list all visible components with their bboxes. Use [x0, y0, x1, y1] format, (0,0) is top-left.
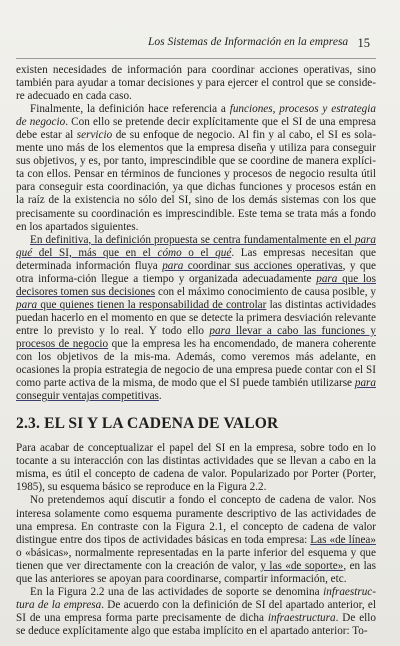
paragraph-en-definitiva: En definitiva, la definición propuesta se centra fundamentalmente en el para qué del SI, más que en el cómo o el qué. Las empresas necesitan que determinada información fluya para coordinar sus acciones operativas, y que otra informa-ción llegue a tiempo y organizada adecuadamente para que los decisores tomen sus decisiones con el máximo conocimiento de causa posible, y para que quienes tienen la responsabilidad de controlar las distintas actividades puedan hacerlo en el momento en que se detecte la primera desviación relevante entre lo previsto y lo real. Y todo ello para llevar a cabo las funciones y procesos de negocio que la empresa les ha encomendado, de manera coherente con los objetivos de la mis-ma. Además, como veremos más adelante, en ocasiones la propia estrategia de negocio de una empresa puede contar con el SI como parte activa de la misma, de modo que el SI puede también utilizarse para conseguir ventajas competitivas. [16, 233, 377, 403]
section-heading: 2.3. EL SI Y LA CADENA DE VALOR [16, 415, 279, 433]
paragraph-finalmente: Finalmente, la definición hace referencia a funciones, procesos y estrategia de negocio. Con ello se pretende decir explícitamente que el SI de una empresa debe estar al servicio de su enfoque de negocio. Al fin y al cabo, el SI es sola-mente uno más de los elementos que la empresa diseña y utiliza para conseguir sus objetivos, y es, por tanto, imprescindible que se coordine de manera explíci-ta con ellos. Pensar en términos de funciones y procesos de negocio resulta útil para conseguir esta coordinación, ya que dichas funciones y procesos están en la raíz de la existencia no sólo del SI, sino de los demás sistemas con los que precisamente su coordinación es imprescindible. Este tema se trata más a fondo en los apartados siguientes. [16, 103, 376, 233]
paragraph-no-pretendemos: No pretendemos aquí discutir a fondo el concepto de cadena de valor. Nos interesa solamente como esquema puramente descriptivo de las actividades de una empresa. En contraste con la Figura 2.1, el concepto de cadena de valor distingue entre dos tipos de actividades básicas en toda empresa: Las «de línea» o «básicas», normalmente representadas en la parte inferior del esquema y que tienen que ver directamente con la creación de valor, y las «de soporte», en las que las anteriores se apoyan para coordinarse, compartir información, etc. [16, 494, 376, 585]
paragraph-en-la-figura: En la Figura 2.2 una de las actividades de soporte se denomina infraestruc-tura de la empresa. De acuerdo con la definición de SI del apartado anterior, el SI de una empresa forma parte precisamente de dicha infraestructura. De ello se deduce explícitamente algo que estaba implícito en el apartado anterior: To- [16, 585, 376, 637]
paragraph-para-acabar: Para acabar de conceptualizar el papel del SI en la empresa, sobre todo en lo tocante a su interacción con las distintas actividades que se llevan a cabo en la misma, es útil el concepto de cadena de valor. Popularizado por Porter (Porter, 1985), su esquema básico se reproduce en la Figura 2.2. [16, 442, 376, 494]
running-header [148, 36, 370, 51]
running-title: Los Sistemas de Información en la empresa [148, 36, 349, 48]
header-rule [16, 58, 376, 59]
page-number: 15 [357, 36, 370, 50]
paragraph-continuation: existen necesidades de información para coordinar acciones operativas, sino también para ayudar a tomar decisiones y para ejercer el control que se conside-re adecuado en cada caso. [16, 64, 376, 103]
page-body [16, 64, 376, 638]
